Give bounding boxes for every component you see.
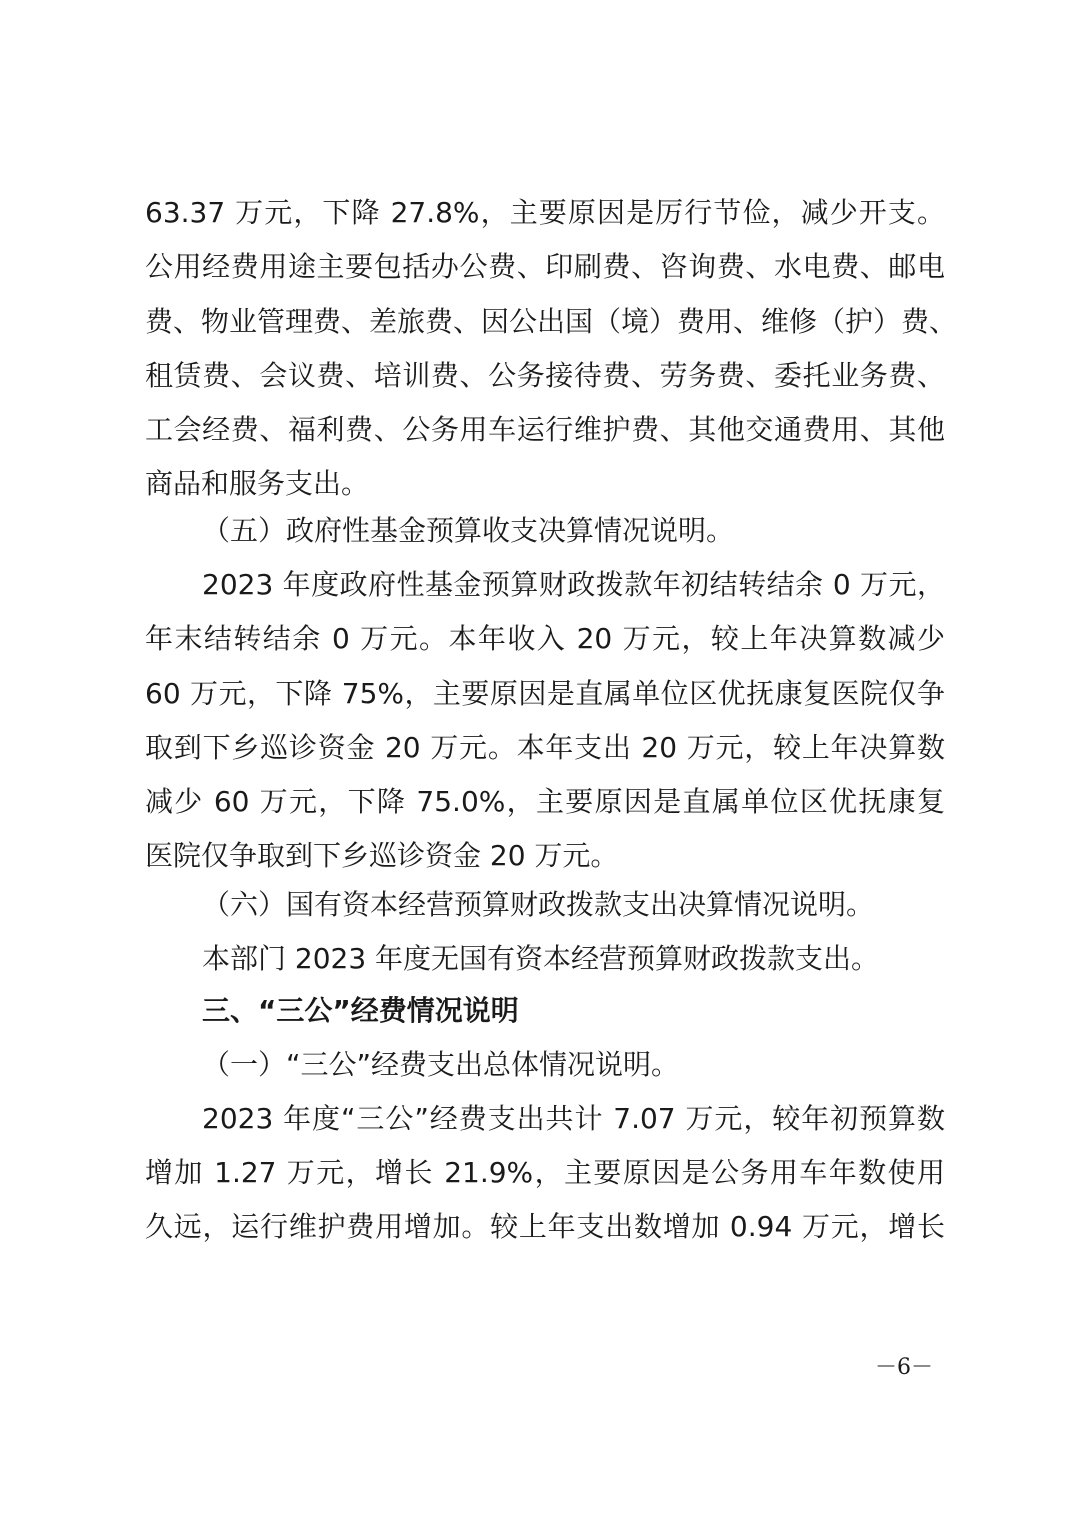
page-number: －6－: [875, 1355, 933, 1380]
text-line: 医院仅争取到下乡巡诊资金 20 万元。: [145, 839, 619, 872]
text-line: 增加 1.27 万元，增长 21.9%，主要原因是公务用车年数使用: [145, 1156, 945, 1189]
chapter-heading-3: 三、“三公”经费情况说明: [202, 994, 519, 1027]
text-line: 本部门 2023 年度无国有资本经营预算财政拨款支出。: [202, 942, 880, 975]
text-line: 2023 年度政府性基金预算财政拨款年初结转结余 0 万元，: [202, 568, 945, 601]
text-line: 2023 年度“三公”经费支出共计 7.07 万元，较年初预算数: [202, 1102, 945, 1135]
text-line: 减少 60 万元，下降 75.0%，主要原因是直属单位区优抚康复: [145, 785, 945, 818]
section-heading-6: （六）国有资本经营预算财政拨款支出决算情况说明。: [202, 888, 875, 921]
text-line: 取到下乡巡诊资金 20 万元。本年支出 20 万元，较上年决算数: [145, 731, 945, 764]
section-heading-1: （一）“三公”经费支出总体情况说明。: [202, 1048, 680, 1081]
text-line: 租赁费、会议费、培训费、公务接待费、劳务费、委托业务费、: [145, 359, 945, 392]
text-line: 费、物业管理费、差旅费、因公出国（境）费用、维修（护）费、: [145, 305, 958, 338]
text-line: 久远，运行维护费用增加。较上年支出数增加 0.94 万元，增长: [145, 1210, 945, 1243]
text-line: 公用经费用途主要包括办公费、印刷费、咨询费、水电费、邮电: [145, 250, 945, 283]
section-heading-5: （五）政府性基金预算收支决算情况说明。: [202, 514, 735, 547]
text-line: 年末结转结余 0 万元。本年收入 20 万元，较上年决算数减少: [145, 622, 945, 655]
text-line: 工会经费、福利费、公务用车运行维护费、其他交通费用、其他: [145, 413, 945, 446]
text-line: 60 万元，下降 75%，主要原因是直属单位区优抚康复医院仅争: [145, 677, 945, 710]
text-line: 63.37 万元，下降 27.8%，主要原因是厉行节俭，减少开支。: [145, 196, 945, 229]
text-line: 商品和服务支出。: [145, 467, 370, 500]
